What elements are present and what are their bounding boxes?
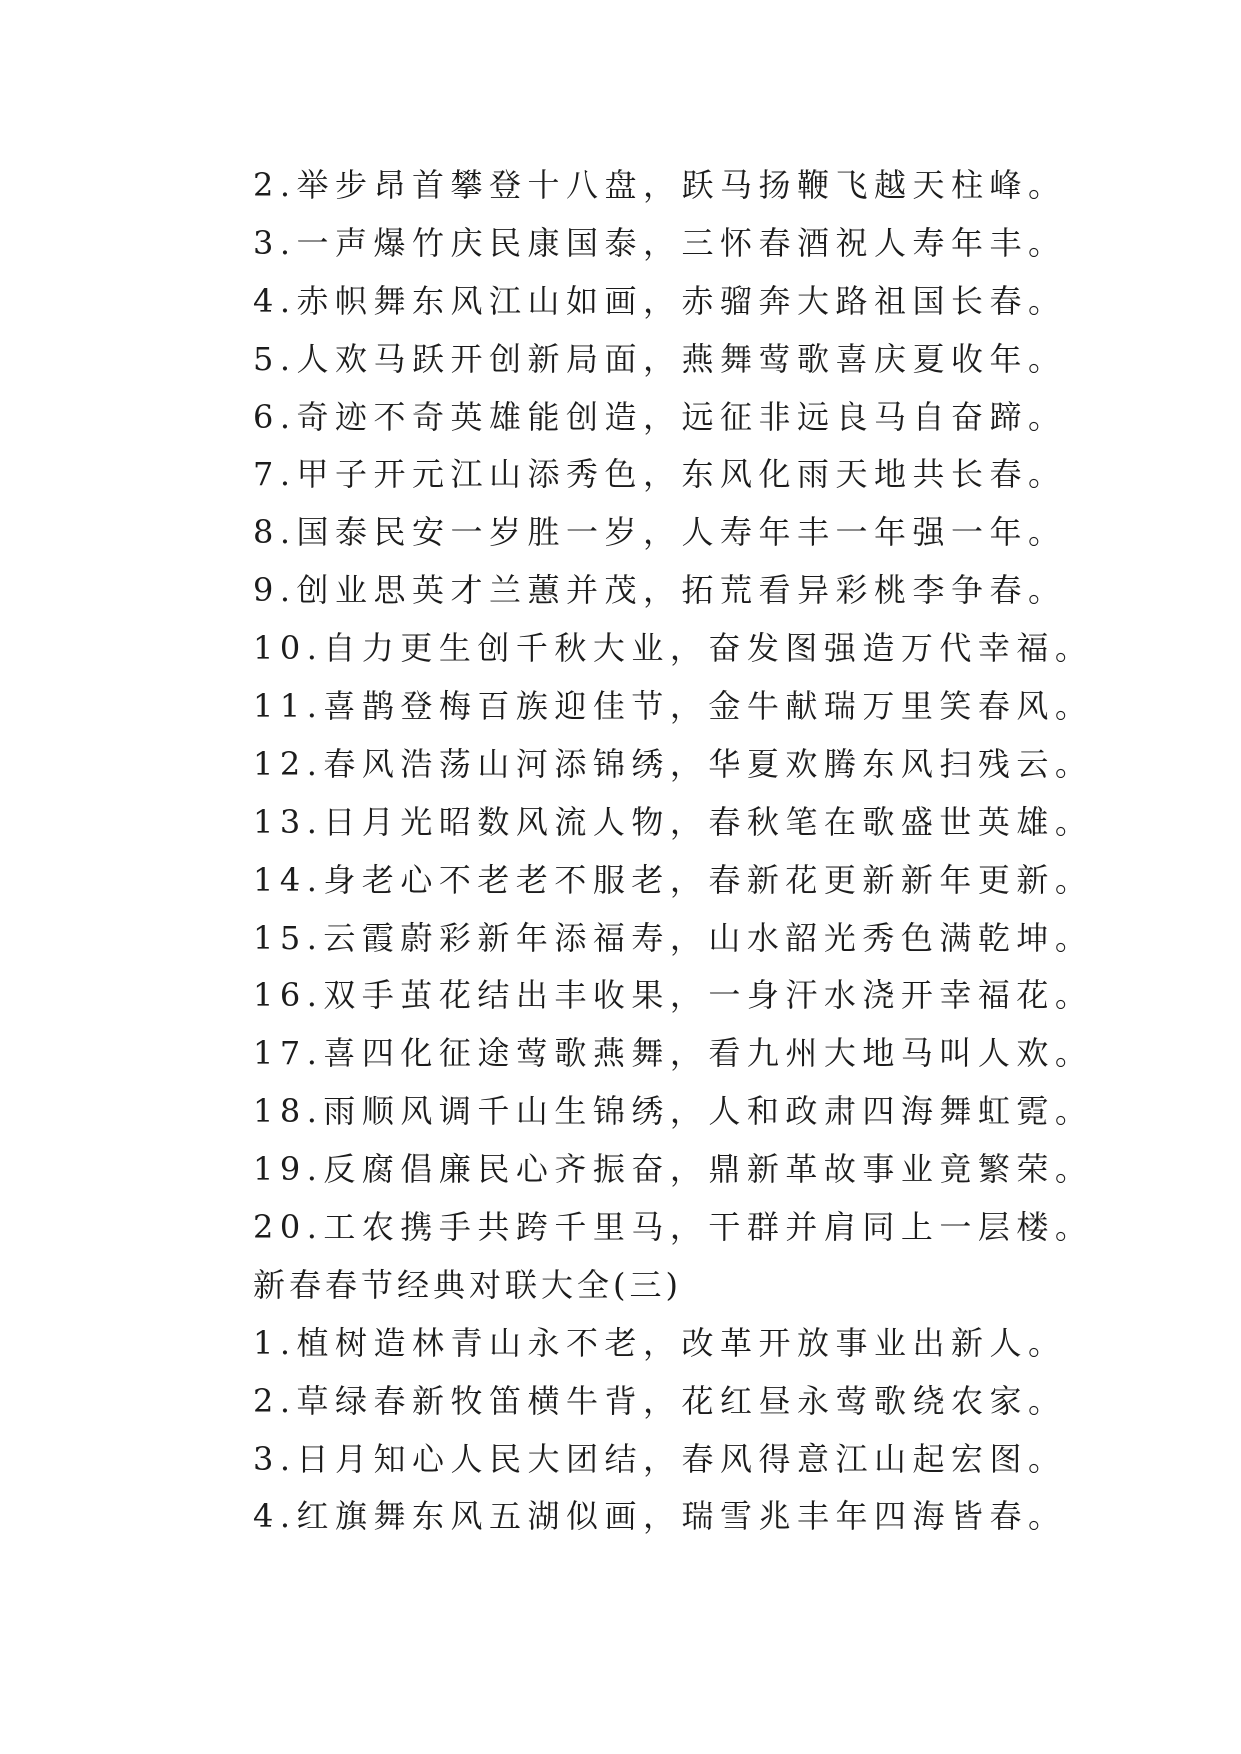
couplet-line: 9.创业思英才兰蕙并茂，拓荒看异彩桃李争春。 bbox=[253, 571, 1067, 610]
couplet-line: 3.一声爆竹庆民康国泰，三怀春酒祝人寿年丰。 bbox=[253, 223, 1067, 262]
couplet-line: 20.工农携手共跨千里马，干群并肩同上一层楼。 bbox=[253, 1208, 1094, 1247]
couplet-line: 15.云霞蔚彩新年添福寿，山水韶光秀色满乾坤。 bbox=[253, 918, 1094, 957]
couplet-line: 17.喜四化征途莺歌燕舞，看九州大地马叫人欢。 bbox=[253, 1034, 1094, 1073]
couplet-line: 19.反腐倡廉民心齐振奋，鼎新革故事业竟繁荣。 bbox=[253, 1150, 1094, 1189]
couplet-line: 1.植树造林青山永不老，改革开放事业出新人。 bbox=[253, 1323, 1067, 1362]
couplet-line: 12.春风浩荡山河添锦绣，华夏欢腾东风扫残云。 bbox=[253, 744, 1094, 783]
couplet-line: 11.喜鹊登梅百族迎佳节，金牛献瑞万里笑春风。 bbox=[253, 687, 1094, 726]
couplet-line: 4.红旗舞东风五湖似画，瑞雪兆丰年四海皆春。 bbox=[253, 1497, 1067, 1536]
section-heading: 新春春节经典对联大全(三) bbox=[253, 1265, 682, 1304]
couplet-line: 18.雨顺风调千山生锦绣，人和政肃四海舞虹霓。 bbox=[253, 1092, 1094, 1131]
couplet-line: 2.举步昂首攀登十八盘，跃马扬鞭飞越天柱峰。 bbox=[253, 166, 1067, 204]
couplet-line: 10.自力更生创千秋大业，奋发图强造万代幸福。 bbox=[253, 629, 1094, 668]
couplet-line: 13.日月光昭数风流人物，春秋笔在歌盛世英雄。 bbox=[253, 802, 1094, 841]
couplet-line: 7.甲子开元江山添秀色，东风化雨天地共长春。 bbox=[253, 455, 1067, 494]
couplet-line: 5.人欢马跃开创新局面，燕舞莺歌喜庆夏收年。 bbox=[253, 339, 1067, 378]
couplet-line: 3.日月知心人民大团结，春风得意江山起宏图。 bbox=[253, 1439, 1067, 1478]
couplet-line: 2.草绿春新牧笛横牛背，花红昼永莺歌绕农家。 bbox=[253, 1381, 1067, 1420]
couplet-line: 4.赤帜舞东风江山如画，赤骝奔大路祖国长春。 bbox=[253, 281, 1067, 320]
couplet-line: 14.身老心不老老不服老，春新花更新新年更新。 bbox=[253, 860, 1094, 899]
couplet-line: 6.奇迹不奇英雄能创造，远征非远良马自奋蹄。 bbox=[253, 397, 1067, 436]
document-body bbox=[253, 157, 1213, 1546]
couplet-line: 8.国泰民安一岁胜一岁，人寿年丰一年强一年。 bbox=[253, 513, 1067, 552]
couplet-line: 16.双手茧花结出丰收果，一身汗水浇开幸福花。 bbox=[253, 976, 1094, 1015]
